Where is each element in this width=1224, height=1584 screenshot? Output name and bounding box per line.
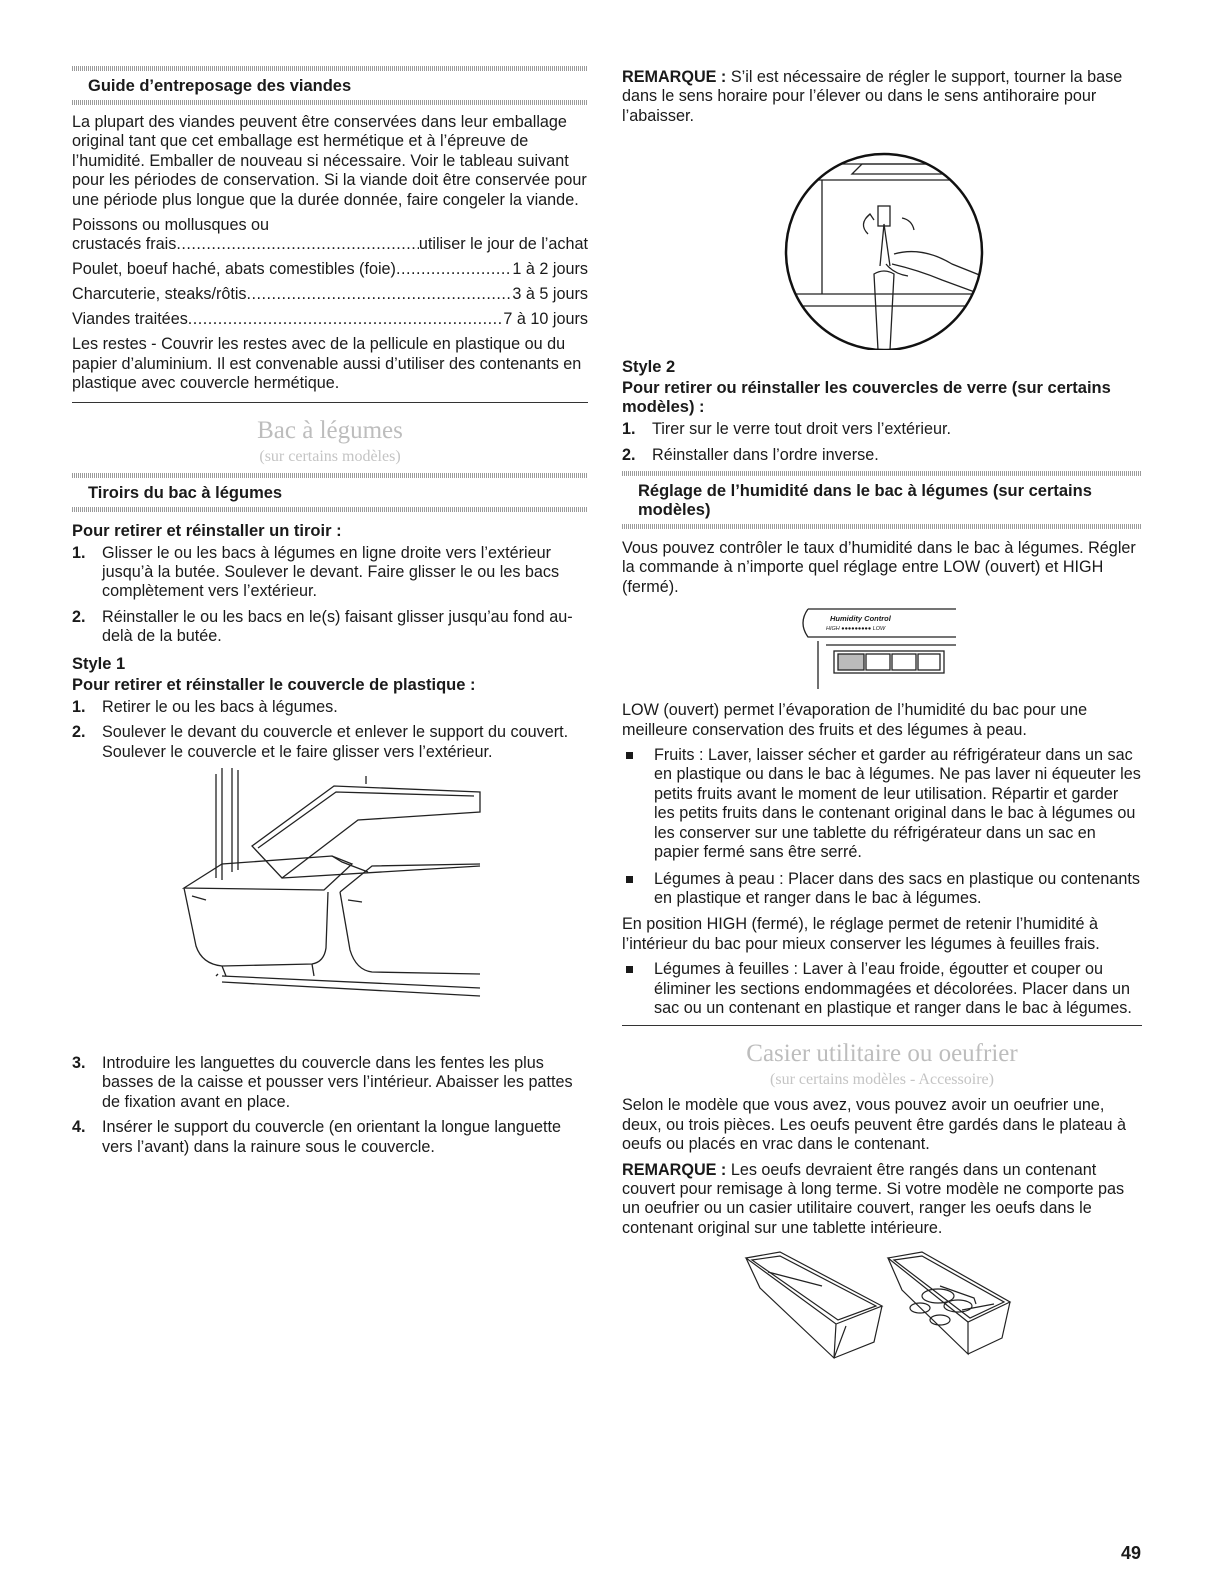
step-number: 2. bbox=[72, 607, 86, 626]
left-column bbox=[72, 66, 588, 1163]
dotted-rule bbox=[72, 507, 588, 512]
scale-dots: ●●●●●●●●● bbox=[841, 626, 872, 633]
step-text: Glisser le ou les bacs à légumes en ligne droite vers l’extérieur jusqu’à la butée. Soulever le devant. Faire glisser le ou les bacs complètement vers l’extérieur. bbox=[102, 543, 560, 601]
egg-bin-remark bbox=[622, 1161, 1142, 1239]
crisper-subtitle: (sur certains modèles) bbox=[259, 447, 401, 465]
meat-storage-table bbox=[72, 235, 588, 329]
step-number: 1. bbox=[72, 697, 86, 716]
meat-guide-intro: La plupart des viandes peuvent être conservées dans leur emballage original tant que cet emballage est hermétique et à l’épreuve de l’humidité. Emballer de nouveau si nécessaire. Voir le tableau suivant pour les périodes de conservation. Si la viande doit être conservée pour une période plus longue que la durée donnée, faire congeler la viande. bbox=[72, 113, 587, 209]
plastic-cover-steps-continued bbox=[72, 1054, 588, 1157]
row-value: 1 à 2 jours bbox=[512, 260, 588, 279]
leftovers-text: Les restes - Couvrir les restes avec de la pellicule en plastique ou du papier d’aluminium. Il est convenable aussi d’utiliser des contenants en plastique avec couvercle hermétique. bbox=[72, 335, 582, 393]
row-label: Poulet, boeuf haché, abats comestibles (foie) bbox=[72, 260, 396, 279]
low-setting-text: LOW (ouvert) permet l’évaporation de l’humidité du bac pour une meilleure conservation des fruits et des légumes à peau. bbox=[622, 701, 1088, 739]
step-text: Insérer le support du couvercle (en orientant la longue languette vers l’avant) dans la rainure sous le couvercle. bbox=[102, 1118, 561, 1156]
bullet-text: Légumes à peau : Placer dans des sacs en plastique ou contenants en plastique et ranger dans le bac à légumes. bbox=[654, 869, 1140, 907]
remark-label: REMARQUE : bbox=[622, 1160, 727, 1179]
section-rule bbox=[72, 402, 588, 403]
humidity-scale bbox=[826, 626, 885, 632]
row-label: Charcuterie, steaks/rôtis bbox=[72, 285, 247, 304]
step-number: 3. bbox=[72, 1053, 86, 1072]
list-item bbox=[622, 446, 1142, 465]
humidity-heading: Réglage de l’humidité dans le bac à légumes (sur certains modèles) bbox=[638, 482, 1092, 520]
fish-line: Poissons ou mollusques ou bbox=[72, 216, 270, 235]
list-item bbox=[72, 1054, 588, 1112]
row-label: Viandes traitées bbox=[72, 310, 188, 329]
right-column bbox=[622, 68, 1142, 1362]
glass-cover-steps bbox=[622, 420, 1142, 465]
support-remark bbox=[622, 68, 1142, 126]
step-text: Soulever le devant du couvercle et enlever le support du couvert. Soulever le couvercle et le faire glisser vers l’extérieur. bbox=[102, 723, 569, 761]
step-number: 4. bbox=[72, 1118, 86, 1137]
list-item bbox=[622, 746, 1142, 862]
step-number: 1. bbox=[622, 420, 636, 439]
table-row bbox=[72, 310, 588, 329]
dotted-rule bbox=[622, 524, 1142, 529]
remark-text: Les oeufs devraient être rangés dans un contenant couvert pour remisage à long terme. Si votre modèle ne comporte pas un oeufrier ou un casier utilitaire couvert, ranger les oeufs dans le contenant original sur une tablette intérieure. bbox=[622, 1160, 1125, 1237]
humidity-intro: Vous pouvez contrôler le taux d’humidité dans le bac à légumes. Régler la commande à n’importe quel réglage entre LOW (ouvert) et HIGH (fermé). bbox=[622, 539, 1136, 596]
step-text: Retirer le ou les bacs à légumes. bbox=[102, 697, 338, 716]
dotted-rule bbox=[72, 100, 588, 105]
list-item bbox=[622, 870, 1142, 909]
plastic-cover-steps bbox=[72, 698, 588, 762]
low-label: LOW bbox=[872, 626, 886, 633]
list-item bbox=[72, 1118, 588, 1157]
high-label: HIGH bbox=[826, 626, 840, 633]
humidity-control-illustration bbox=[622, 605, 1142, 691]
list-item bbox=[72, 544, 588, 602]
list-item bbox=[622, 420, 1142, 439]
meat-guide-heading: Guide d’entreposage des viandes bbox=[88, 77, 352, 95]
humidity-control-label: Humidity Control bbox=[830, 614, 891, 624]
row-value: 3 à 5 jours bbox=[512, 285, 588, 304]
high-setting-text: En position HIGH (fermé), le réglage permet de retenir l’humidité à l’intérieur du bac pour mieux conserver les légumes à feuilles frais. bbox=[622, 915, 1100, 953]
glass-cover-heading: Pour retirer ou réinstaller les couvercles de verre (sur certains modèles) : bbox=[622, 379, 1111, 417]
table-row bbox=[72, 235, 588, 254]
step-text: Introduire les languettes du couvercle dans les fentes les plus basses de la caisse et pousser vers l’intérieur. Abaisser les pattes de fixation avant en place. bbox=[102, 1053, 573, 1111]
remark-label: REMARQUE : bbox=[622, 68, 727, 86]
step-text: Réinstaller le ou les bacs en le(s) faisant glisser jusqu’au fond au-delà de la butée. bbox=[102, 607, 573, 646]
step-number: 2. bbox=[72, 723, 86, 742]
section-rule bbox=[622, 1025, 1142, 1026]
plastic-cover-heading: Pour retirer et réinstaller le couvercle de plastique : bbox=[72, 675, 476, 694]
step-number: 2. bbox=[622, 445, 636, 464]
list-item bbox=[622, 960, 1142, 1018]
style2-heading: Style 2 bbox=[622, 358, 676, 377]
list-item bbox=[72, 608, 588, 647]
remove-drawer-heading: Pour retirer et réinstaller un tiroir : bbox=[72, 521, 342, 540]
bullet-text: Fruits : Laver, laisser sécher et garder au réfrigérateur dans un sac en plastique ou dans le bac à légumes. Ne pas laver ni équeuter les petits fruits avant le moment de leur utilisation. Répartir et garder les petits fruits dans le contenant original dans le bac à légumes ou les conserver sur une tablette du réfrigérateur dans un sac en papier fermé sans être serré. bbox=[654, 746, 1141, 862]
row-value: utiliser le jour de l’achat bbox=[418, 235, 588, 254]
table-row bbox=[72, 260, 588, 279]
row-value: 7 à 10 jours bbox=[503, 310, 588, 329]
bullet-text: Légumes à feuilles : Laver à l’eau froide, égoutter et couper ou éliminer les sections endommagées et décolorées. Placer dans un sac ou un contenant en plastique et ranger dans le bac à légumes. bbox=[654, 960, 1132, 1017]
egg-bin-subtitle: (sur certains modèles - Accessoire) bbox=[770, 1071, 994, 1089]
remark-text: S’il est nécessaire de régler le support, tourner la base dans le sens horaire pour l’élever ou dans le sens antihoraire pour l’abaisser. bbox=[622, 68, 1123, 125]
support-adjustment-illustration bbox=[622, 134, 1142, 350]
egg-bin-intro: Selon le modèle que vous avez, vous pouvez avoir un oeufrier une, deux, ou trois pièces. Les oeufs peuvent être gardés dans le plateau à oeufs ou placés en vrac dans le contenant. bbox=[622, 1096, 1126, 1154]
drawers-heading: Tiroirs du bac à légumes bbox=[88, 483, 283, 502]
remove-drawer-steps bbox=[72, 544, 588, 647]
list-item bbox=[72, 723, 588, 762]
step-number: 1. bbox=[72, 543, 86, 562]
step-text: Tirer sur le verre tout droit vers l’extérieur. bbox=[652, 420, 951, 439]
page-number: 49 bbox=[1120, 1543, 1141, 1563]
step-text: Réinstaller dans l’ordre inverse. bbox=[652, 445, 879, 464]
row-label: crustacés frais bbox=[72, 235, 177, 254]
egg-bin-title: Casier utilitaire ou oeufrier bbox=[746, 1040, 1018, 1068]
style1-heading: Style 1 bbox=[72, 654, 126, 673]
crisper-title: Bac à légumes bbox=[257, 416, 403, 444]
crisper-drawers-illustration bbox=[72, 768, 588, 1050]
egg-bins-illustration bbox=[622, 1246, 1142, 1362]
list-item bbox=[72, 698, 588, 717]
high-setting-bullets bbox=[622, 960, 1142, 1018]
table-row bbox=[72, 285, 588, 304]
low-setting-bullets bbox=[622, 746, 1142, 908]
